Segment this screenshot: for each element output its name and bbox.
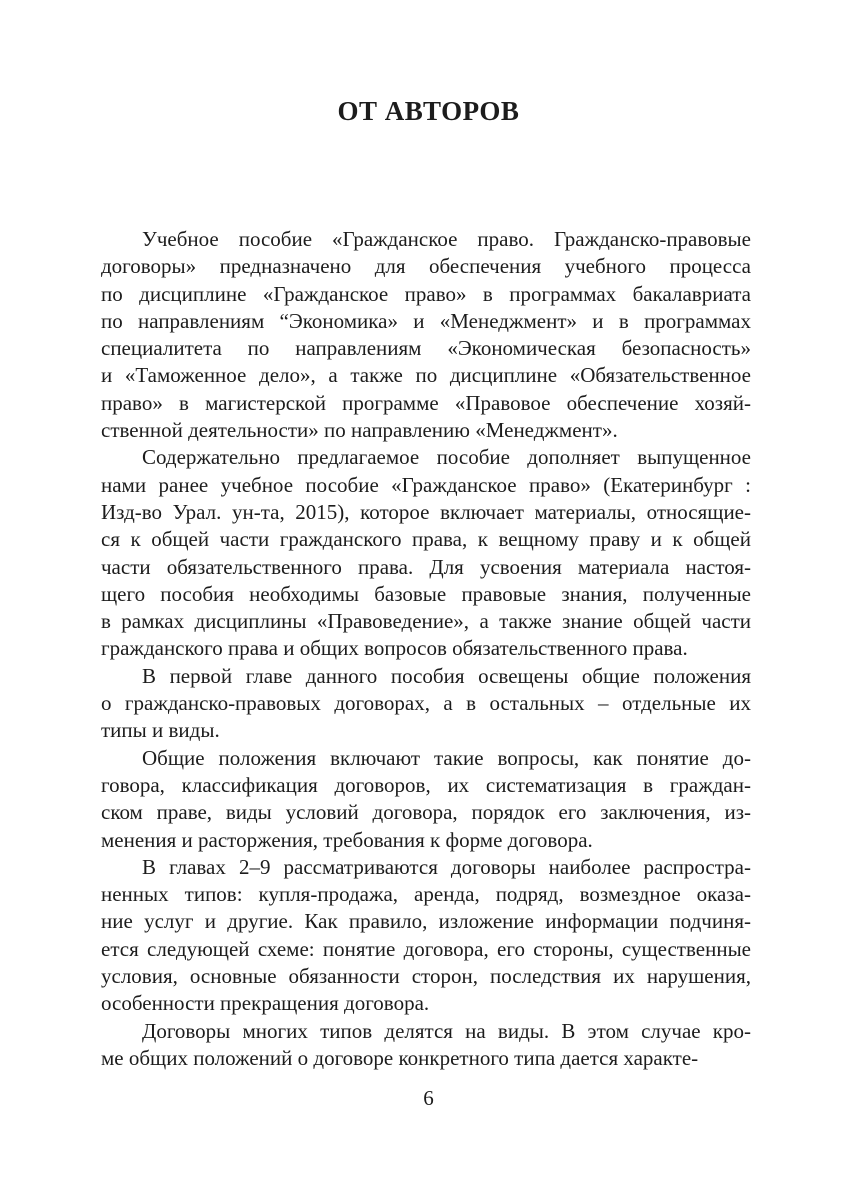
text-line: договоры» предназначено для обеспечения учебного процесса [101,254,751,279]
text-line: Изд-во Урал. ун-та, 2015), которое включает материалы, относящие- [101,499,751,524]
body-text [101,226,751,1072]
text-line: ственной деятельности» по направлению «Менеджмент». [101,418,618,443]
text-line: Общие положения включают такие вопросы, как понятие до- [142,745,751,770]
text-line: ненных типов: купля-продажа, аренда, подряд, возмездное оказа- [101,882,751,907]
paragraph [101,444,751,662]
text-line: гражданского права и общих вопросов обязательственного права. [101,636,688,661]
paragraph [101,1018,751,1073]
text-line: и «Таможенное дело», а также по дисциплине «Обязательственное [101,363,751,388]
paragraph [101,663,751,745]
text-line: специалитета по направлениям «Экономическая безопасность» [101,336,751,361]
text-line: ется следующей схеме: понятие договора, его стороны, существенные [101,936,751,961]
text-line: Учебное пособие «Гражданское право. Гражданско-правовые [142,227,751,251]
text-line: типы и виды. [101,718,220,743]
text-line: В первой главе данного пособия освещены общие положения [142,663,751,688]
page-number: 6 [423,1086,434,1110]
paragraph [101,854,751,1018]
text-line: особенности прекращения договора. [101,991,430,1016]
paragraph [101,745,751,854]
text-line: Договоры многих типов делятся на виды. В этом случае кро- [142,1018,751,1043]
text-line: Содержательно предлагаемое пособие дополняет выпущенное [142,445,751,470]
text-line: ся к общей части гражданского права, к вещному праву и к общей [101,527,751,552]
text-line: менения и расторжения, требования к форме договора. [101,827,593,852]
text-line: в рамках дисциплины «Правоведение», а также знание общей части [101,609,751,634]
text-line: ние услуг и другие. Как правило, изложение информации подчиня- [101,909,751,934]
text-line: щего пособия необходимы базовые правовые знания, полученные [101,581,751,606]
text-line: ме общих положений о договоре конкретного типа дается характе- [101,1045,699,1070]
text-line: по направлениям “Экономика» и «Менеджмент» и в программах [101,308,751,333]
text-line: части обязательственного права. Для усвоения материала настоя- [101,554,751,579]
text-line: говора, классификация договоров, их систематизация в граждан- [101,772,751,797]
text-line: по дисциплине «Гражданское право» в программах бакалавриата [101,281,751,306]
text-line: право» в магистерской программе «Правовое обеспечение хозяй- [101,390,751,415]
page-title: ОТ АВТОРОВ [337,96,520,126]
paragraph [101,226,751,444]
text-line: о гражданско-правовых договорах, а в остальных – отдельные их [101,691,751,716]
text-line: В главах 2–9 рассматриваются договоры наиболее распростра- [142,854,751,879]
text-line: ском праве, виды условий договора, порядок его заключения, из- [101,800,751,825]
text-line: нами ранее учебное пособие «Гражданское право» (Екатеринбург : [101,472,751,497]
text-line: условия, основные обязанности сторон, последствия их нарушения, [101,964,751,989]
